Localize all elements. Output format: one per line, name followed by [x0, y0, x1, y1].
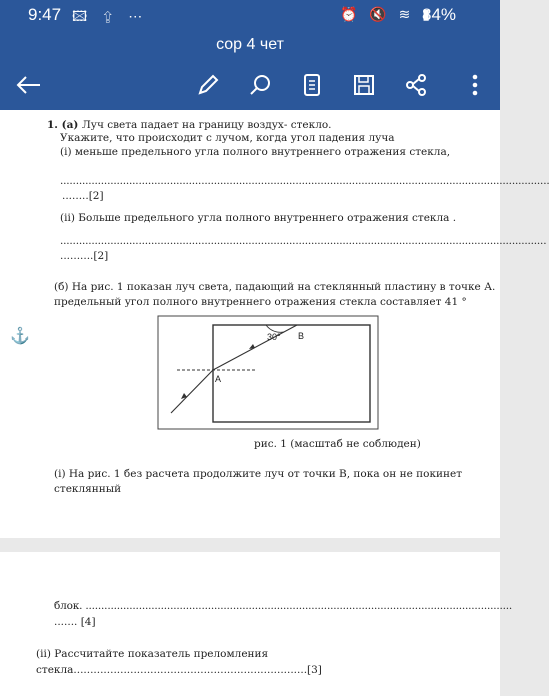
point-a-label: A — [215, 374, 222, 384]
notification-icons: 🖾 ⇪ ⋯ — [72, 8, 149, 24]
question-1-i: (i) меньше предельного угла полного внутреннего отражения стекла, — [60, 146, 451, 158]
incident-ray — [171, 370, 213, 413]
figure-1 — [157, 315, 379, 430]
mark-2: ..........[2] — [60, 250, 109, 262]
question-b-line2: предельный угол полного внутреннего отражения стекла составляет 41 ° — [54, 296, 467, 308]
answer-line-block: блок. ........................................................................................................................................ — [54, 600, 513, 612]
pencil-icon[interactable] — [193, 70, 223, 100]
question-b-ii: (ii) Рассчитайте показатель преломления — [36, 648, 269, 660]
question-b-line1: (б) На рис. 1 показан луч света, падающий на стеклянный пластину в точке А. — [54, 281, 496, 293]
system-icons: ⏰ 🔇 ≋ ▮ — [340, 6, 434, 22]
question-1-line2: Укажите, что происходит с лучом, когда угол падения луча — [60, 132, 395, 144]
question-bi-line1: (i) На рис. 1 без расчета продолжите луч от точки В, пока он не покинет — [54, 468, 463, 480]
answer-line-glass: стекла......................................................................[3] — [36, 664, 322, 676]
status-time: 9:47 — [28, 5, 62, 24]
refracted-ray — [213, 325, 297, 370]
document-page-2[interactable] — [0, 552, 513, 696]
share-icon[interactable] — [401, 70, 431, 100]
question-1-ii: (ii) Больше предельного угла полного внутреннего отражения стекла . — [60, 212, 457, 224]
app-toolbar — [0, 60, 500, 110]
back-arrow-icon[interactable] — [14, 70, 44, 100]
figure-caption: рис. 1 (масштаб не соблюден) — [254, 438, 421, 450]
answer-dots-1: ............................................................................................................................................................ — [60, 175, 549, 187]
battery-level: 84% — [422, 5, 457, 24]
more-vertical-icon[interactable] — [460, 70, 490, 100]
glass-block — [213, 325, 370, 422]
anchor-icon[interactable]: ⚓ — [10, 326, 30, 345]
search-icon[interactable] — [245, 70, 275, 100]
mark-1: ........[2] — [62, 190, 104, 202]
point-b-label: B — [298, 331, 305, 341]
status-bar — [0, 0, 500, 30]
question-1-text: Луч света падает на границу воздух- стекло. — [82, 119, 332, 131]
question-bi-line2: стеклянный — [54, 483, 122, 495]
document-title: сор 4 чет — [0, 30, 500, 60]
save-icon[interactable] — [349, 70, 379, 100]
question-number: 1. (a) — [47, 119, 79, 131]
document-page-1[interactable] — [0, 110, 549, 538]
answer-dots-2: ........................................................................................................................................................... — [60, 235, 547, 247]
angle-label: 30° — [267, 332, 281, 342]
reading-view-icon[interactable] — [297, 70, 327, 100]
mark-4: ....... [4] — [54, 616, 96, 628]
